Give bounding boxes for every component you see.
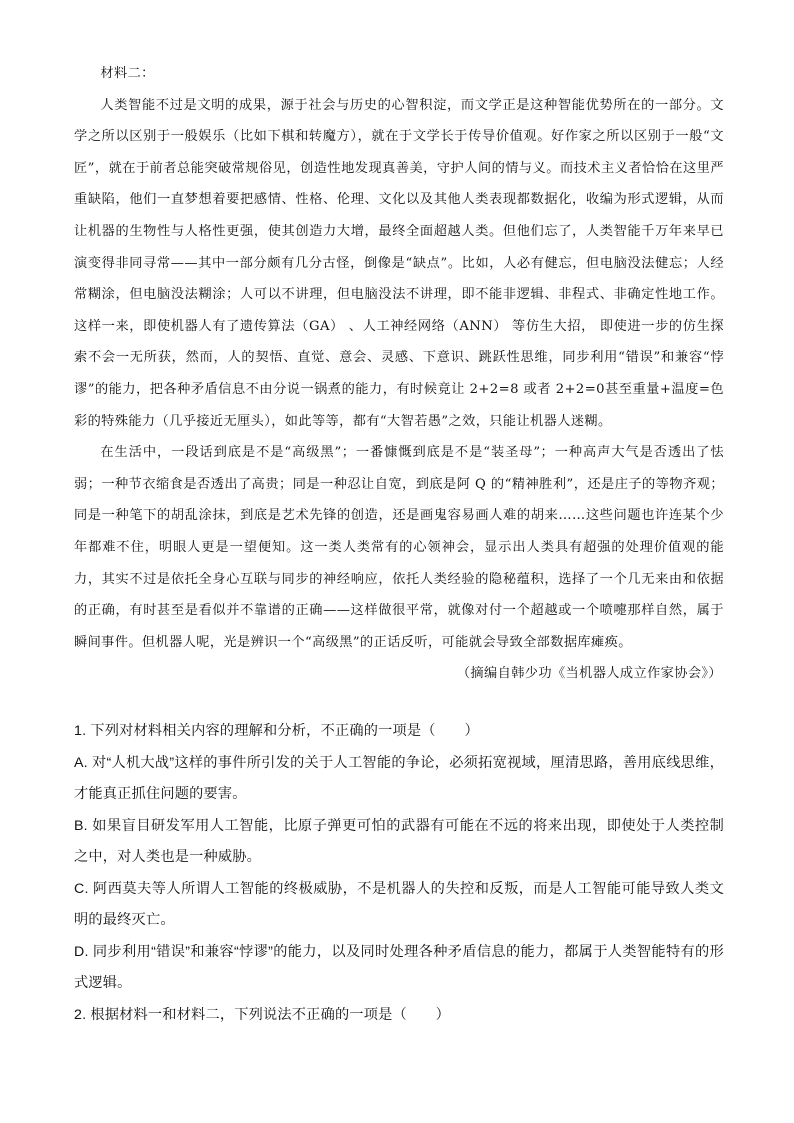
question-1-option-b: B. 如果盲目研发军用人工智能，比原子弹更可怕的武器有可能在不远的将来出现，即使处于人类控制之中，对人类也是一种威胁。 [74, 817, 724, 865]
material-paragraph-1: 人类智能不过是文明的成果，源于社会与历史的心智积淀，而文学正是这种智能优势所在的一部分。文学之所以区别于一般娱乐（比如下棋和转魔方），就在于文学长于传导价值观。好作家之所以区别于一般“文匠”，就在于前者总能突破常规俗见，创造性地发现真善美，守护人间的情与义。而技术主义者恰恰在这里严重缺陷，他们一直梦想着要把感情、性格、伦理、文化以及其他人类表现都数据化，收编为形式逻辑，从而让机器的生物性与人格性更强，使其创造力大增，最终全面超越人类。但他们忘了，人类智能千万年来早已演变得非同寻常——其中一部分颇有几分古怪，倒像是“缺点”。比如，人必有健忘，但电脑没法健忘；人经常糊涂，但电脑没法糊涂；人可以不讲理，但电脑没法不讲理，即不能非逻辑、非程式、非确定性地工作。这样一来，即使机器人有了遗传算法（GA） 、人工神经网络（ANN） 等仿生大招， 即使进一步的仿生探索不会一无所获，然而，人的契悟、直觉、意会、灵感、下意识、跳跃性思维，同步利用“错误”和兼容“悖谬”的能力，把各种矛盾信息不由分说一锅煮的能力，有时候竟让 2+2=8 或者 2+2=0甚至重量+温度=色彩的特殊能力（几乎接近无厘头），如此等等，都有“大智若愚”之效，只能让机器人迷糊。 [74, 97, 724, 429]
material-heading: 材料二： [100, 66, 155, 81]
question-1-option-d: D. 同步利用“错误”和兼容“悖谬”的能力，以及同时处理各种矛盾信息的能力，都属于人类智能特有的形式逻辑。 [74, 943, 724, 991]
question-1-option-c: C. 阿西莫夫等人所谓人工智能的终极威胁，不是机器人的失控和反叛，而是人工智能可能导致人类文明的最终灭亡。 [74, 880, 724, 928]
material-two-section [74, 58, 724, 690]
material-paragraph-2: 在生活中，一段话到底是不是“高级黑”；一番慷慨到底是不是“装圣母”；一种高声大气是否透出了怯弱；一种节衣缩食是否透出了高贵；同是一种忍让自宽，到底是阿 Q 的“精神胜利”，还是庄子的等物齐观；同是一种笔下的胡乱涂抹，到底是艺术先锋的创造，还是画鬼容易画人难的胡来……这些问题也许连某个少年都难不住，明眼人更是一望便知。这一类人类常有的心领神会，显示出人类具有超强的处理价值观的能力，其实不过是依托全身心互联与同步的神经响应，依托人类经验的隐秘蕴积，选择了一个几无来由和依据的正确，有时甚至是看似并不靠谱的正确——这样做很平常，就像对付一个超越或一个喷嚏那样自然，属于瞬间事件。但机器人呢，光是辨识一个“高级黑”的正话反听，可能就会导致全部数据库瘫痪。 [74, 445, 724, 650]
questions-section [74, 716, 724, 1031]
question-2-stem: 2. 根据材料一和材料二，下列说法不正确的一项是（ ） [74, 1006, 451, 1023]
question-1-stem: 1. 下列对材料相关内容的理解和分析，不正确的一项是（ ） [74, 723, 479, 739]
question-1-option-a: A. 对“人机大战”这样的事件所引发的关于人工智能的争论，必须拓宽视域，厘清思路，善用底线思维，才能真正抓住问题的要害。 [74, 754, 724, 802]
material-source-citation: （摘编自韩少功《当机器人成立作家协会》） [456, 666, 722, 682]
